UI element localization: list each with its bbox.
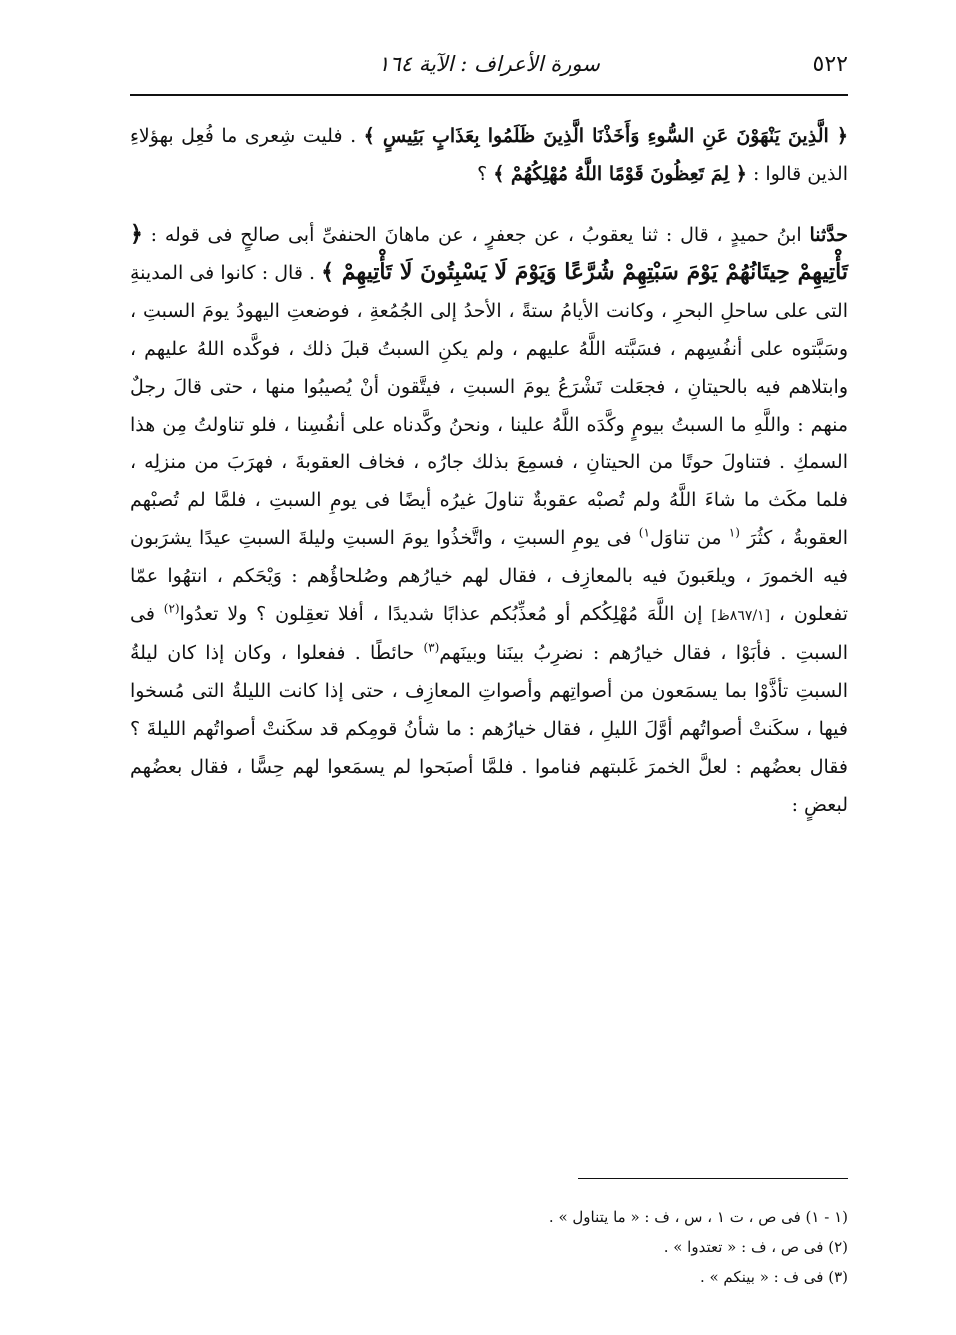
quran-quote: ﴿ لِمَ تَعِظُونَ قَوْمًا اللَّهُ مُهْلِكُهُمْ ﴾ [493,162,747,185]
running-title: سورة الأعراف : الآية ١٦٤ [378,52,600,76]
footnote-ref: (١ [728,525,740,540]
footnote-2: (٢) فى ص ، ف : « تعتدوا » . [663,1238,848,1256]
page-header [130,46,848,90]
text-run: من تناوَل [649,526,729,549]
quran-quote: ﴿ الَّذِينَ يَنْهَوْنَ عَنِ السُّوءِ وَأَخَذْنَا الَّذِينَ ظَلَمُوا بِعَذَابٍ بَئِيسٍ ﴾ [363,125,848,147]
footnote-1: (١ - ١) فى ص ، ت ١ ، س ، ف : « ما يتناول » . [548,1208,848,1226]
footnote-3: (٣) فى ف : « بينكم » . [699,1268,848,1286]
quran-quote: ﴿ تَأْتِيهِمْ حِيتَانُهُمْ يَوْمَ سَبْتِهِمْ شُرَّعًا وَيَوْمَ لَا يَسْبِتُونَ لَا تَأْتِيهِمْ ﴾ [130,220,848,286]
manuscript-folio-marker: [٨٦٧/١ظ] [711,607,771,624]
isnad-lead-word: حدَّثنا [809,223,848,246]
text-run: فى يومِ السبتِ ، واتَّخذُوا يومَ السبتِ وليلةَ السبتِ عيدًا يشرَبون فيه الخمورَ ، ويلعَبونَ فيه بالمعازِف ، فقال لهم خيارُهم وصُلحاؤُهم : وَيْحَكم ، انتهُوا عمّا تفعلون ، [130,526,848,625]
header-rule [130,94,848,96]
text-run: فى السبتِ . فأبَوْا ، فقال خيارُهم : نضرِبُ بينَنا وبينَهم [130,602,849,665]
text-run: ابنُ حميدٍ ، قال : ثنا يعقوبُ ، عن جعفرٍ ، عن ماهانَ الحنفىِّ أبى صالحٍ فى قوله : [142,223,810,246]
footnote-rule [578,1178,848,1179]
page-number: ٥٢٢ [812,52,848,77]
footnote-ref: ١) [638,525,650,540]
text-run: إن اللَّهَ مُهْلِكُكم أو مُعذِّبُكم عذابًا شديدًا ، أفلا تعقِلون ؟ ولا تعدُوا [179,602,712,625]
text-run: حائطًا . ففعلوا ، وكان إذا كان ليلةُ السبتِ تأذَّوْا بما يسمَعون من أصواتِهم وأصواتِ المعازِف ، حتى إذا كانت الليلةُ التى مُسخوا فيها ، سكَنتْ أصواتُهم أوَّلَ الليلِ ، فقال خيارُهم : ما شأنُ قومِكم قد سكَنتْ أصواتُهم الليلةَ ؟ فقال بعضُهم : لعلَّ الخمرَ غَلبتهم فناموا . فلمَّا أصبَحوا لم يسمَعوا لهم حِسًّا ، فقال بعضُهم لبعضٍ : [130,642,848,816]
footnote-ref: (٢) [163,601,180,616]
footnote-ref: (٣) [423,641,440,656]
text-run: . قال : كانوا فى المدينةِ التى على ساحلِ البحرِ ، وكانت الأيامُ ستةً ، الأحدُ إلى الجُمُعةِ ، فوضعتِ اليهودُ يومَ السبتِ ، وسَبَّتوه على أنفُسِهم ، فسَبَّته اللَّهُ عليهم ، ولم يكنِ السبتُ قبلَ ذلك ، فوكَّده اللهُ عليهم ، وابتلاهم فيه بالحيتانِ ، فجعَلت تَشْرَعُ يومَ السبتِ ، فيتَّقون أنْ يُصيبُوا منها ، حتى قالَ رجلٌ منهم : واللَّهِ ما السبتُ بيومٍ وكَّدَه اللَّهُ علينا ، ونحنُ وكَّدناه على أنفُسِنا ، فلو تناولتُ مِن هذا السمكِ . فتناولَ حوتًا من الحيتانِ ، فسمِعَ بذلك جارُه ، فخاف العقوبةَ ، فهرَبَ من منزلِه ، فلما مكَث ما شاءَ اللَّهُ ولم تُصبْه عقوبةٌ تناولَ غيرُه أيضًا فى يومِ السبتِ ، فلمَّا لم تُصبْهم العقوبةُ ، كثُرَ [130,262,848,549]
paragraph-2 [130,216,848,825]
text-run: . فليت شِعرى ما فُعِل بهؤلاءِ الذين قالوا : [130,125,848,185]
text-run: ؟ [477,162,494,185]
paragraph-1 [130,118,848,194]
footnotes [108,1202,848,1292]
paragraph-gap [130,194,848,216]
main-text [130,118,848,824]
